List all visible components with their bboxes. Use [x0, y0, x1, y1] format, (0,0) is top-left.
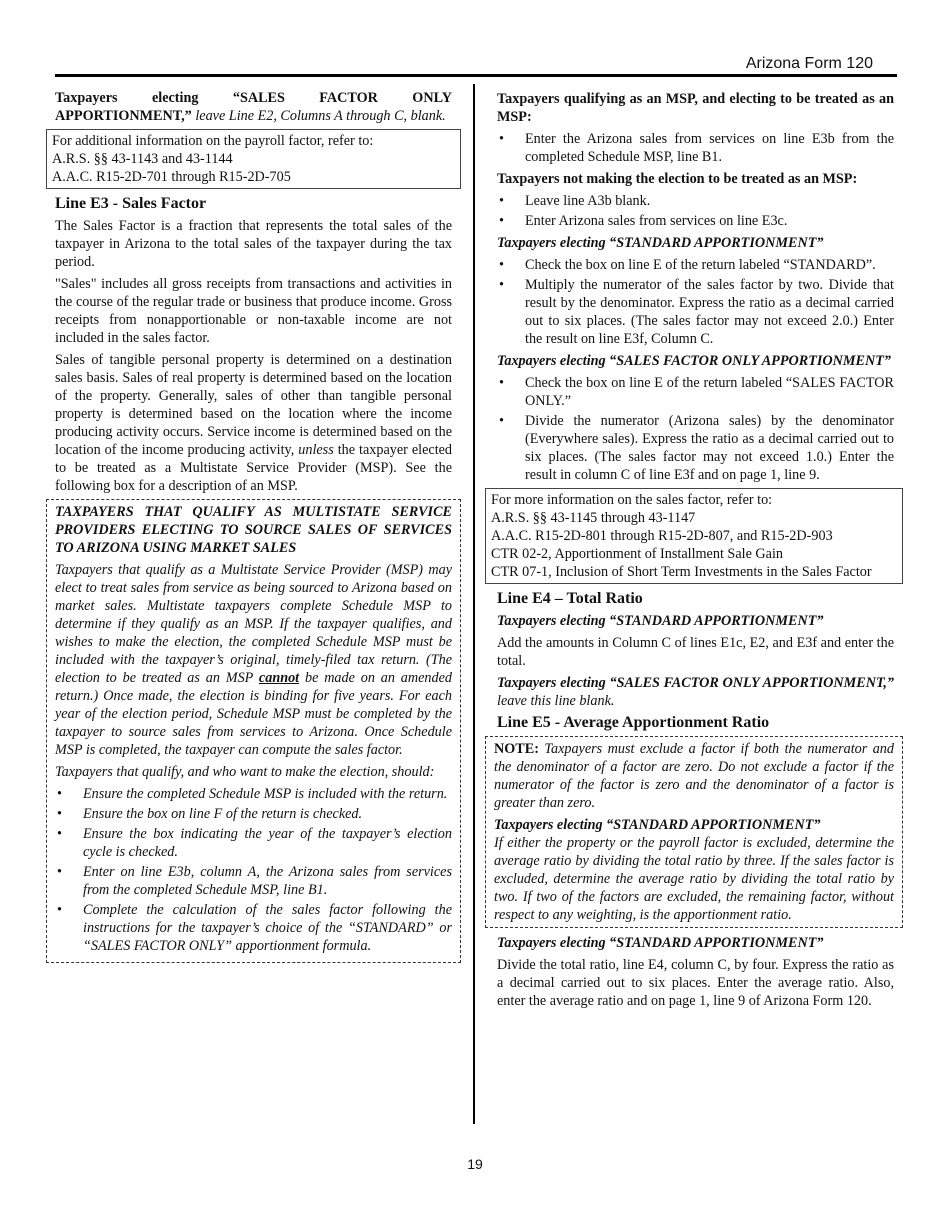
std-heading: Taxpayers electing “STANDARD APPORTIONMENT”	[497, 235, 824, 251]
header-rule	[55, 74, 897, 77]
msp-heading: Taxpayers qualifying as an MSP, and electing to be treated as an MSP:	[497, 91, 894, 125]
e3-heading: Line E3 - Sales Factor	[55, 195, 207, 212]
msp-should: Taxpayers that qualify, and who want to make the election, should:	[55, 764, 435, 780]
sales-ref-line: A.A.C. R15-2D-801 through R15-2D-807, and R15-2D-903	[491, 528, 833, 544]
msp-list	[497, 130, 894, 166]
e4-sfo-italic: leave this line blank.	[497, 693, 615, 709]
sfo-intro-bold: Taxpayers electing “SALES FACTOR ONLY APPORTIONMENT,”	[55, 90, 452, 124]
left-column	[52, 89, 453, 969]
not-msp-heading: Taxpayers not making the election to be treated as an MSP:	[497, 171, 858, 187]
e3-paragraph: "Sales" includes all gross receipts from transactions and activities in the course of the regular trade or business that produce income. Gross receipts from nonapportionable or non-taxable income are not included in the sales factor.	[55, 276, 452, 346]
e3-p3-unless: unless	[298, 442, 334, 458]
e4-heading: Line E4 – Total Ratio	[497, 590, 643, 607]
note-text: Taxpayers must exclude a factor if both the numerator and the denominator of a factor are zero. Do not exclude a factor if the numerator of the factor is zero and the denominator of a factor is greater than zero.	[494, 741, 894, 811]
note-std-heading: Taxpayers electing “STANDARD APPORTIONMENT”	[494, 817, 821, 833]
list-item: • Complete the calculation of the sales factor following the instructions for the taxpayer’s choice of the “STANDARD” or “SALES FACTOR ONLY” apportionment formula.	[55, 901, 452, 955]
payroll-ref-line: For additional information on the payroll factor, refer to:	[52, 133, 374, 149]
note-paragraph	[494, 740, 894, 812]
list-item: • Ensure the completed Schedule MSP is included with the return.	[55, 785, 452, 803]
list-item: • Check the box on line E of the return labeled “SALES FACTOR ONLY.”	[497, 374, 894, 410]
e4-sfo-bold: Taxpayers electing “SALES FACTOR ONLY APPORTIONMENT,”	[497, 675, 894, 691]
sales-ref-line: For more information on the sales factor, refer to:	[491, 492, 773, 508]
e5-heading: Line E5 - Average Apportionment Ratio	[497, 714, 770, 731]
payroll-ref-line: A.A.C. R15-2D-701 through R15-2D-705	[52, 169, 291, 185]
sales-reference-box	[485, 488, 903, 584]
e5-std-heading: Taxpayers electing “STANDARD APPORTIONMENT”	[497, 935, 824, 951]
list-item: • Divide the numerator (Arizona sales) by the denominator (Everywhere sales). Express the ratio as a decimal carried out to six places. (The sales factor may not exceed 1.0.) Enter the result in column C of line E3f and on page 1, line 9.	[497, 412, 894, 484]
right-column	[491, 90, 894, 1014]
sfo-intro	[55, 89, 452, 125]
msp-box-body	[55, 561, 452, 759]
list-item: • Multiply the numerator of the sales factor by two. Divide that result by the denominator. Express the ratio as a decimal carried out to six places. (The sales factor may not exceed 2.0.) Enter the result on line E3f, Column C.	[497, 276, 894, 348]
sales-ref-line: CTR 02-2, Apportionment of Installment Sale Gain	[491, 546, 783, 562]
form-title: Arizona Form 120	[745, 55, 873, 72]
payroll-reference-box	[46, 129, 461, 189]
column-divider	[473, 84, 475, 1124]
list-item: • Enter the Arizona sales from services on line E3b from the completed Schedule MSP, line B1.	[497, 130, 894, 166]
msp-cannot: cannot	[258, 670, 300, 686]
e3-paragraph	[55, 351, 452, 495]
msp-body-text: Taxpayers that qualify as a Multistate Service Provider (MSP) may elect to treat sales from service as being sourced to Arizona based on market sales. Multistate taxpayers complete Schedule MSP to determine if they qualify as an MSP. If the taxpayer qualifies, and wishes to make the election, the completed Schedule MSP must be included with the taxpayer’s original, timely-filed tax return. (The election to be treated as an MSP	[55, 562, 452, 686]
note-std-text: If either the property or the payroll factor is excluded, determine the average ratio by dividing the total ratio by three. If the sales factor is excluded, determine the average ratio by dividing the total ratio by two. If two of the factors are excluded, the remaining factor, without respect to any weighting, is the apportionment ratio.	[494, 835, 894, 923]
list-item: • Leave line A3b blank.	[497, 192, 894, 210]
note-box	[485, 736, 903, 928]
msp-box	[46, 499, 461, 963]
e4-std-heading: Taxpayers electing “STANDARD APPORTIONMENT”	[497, 613, 824, 629]
payroll-ref-line: A.R.S. §§ 43-1143 and 43-1144	[52, 151, 233, 167]
sales-ref-line: CTR 07-1, Inclusion of Short Term Investments in the Sales Factor	[491, 564, 872, 580]
sfo-list	[497, 374, 894, 484]
list-item: • Enter Arizona sales from services on line E3c.	[497, 212, 894, 230]
sfo-heading: Taxpayers electing “SALES FACTOR ONLY APPORTIONMENT”	[497, 353, 891, 369]
std-list	[497, 256, 894, 348]
sales-ref-line: A.R.S. §§ 43-1145 through 43-1147	[491, 510, 696, 526]
e3-p3-text: the taxpayer elected to be treated as a Multistate Service Provider (MSP). See the following box for a description of an MSP.	[55, 442, 453, 494]
sfo-intro-italic: leave Line E2, Columns A through C, blank.	[195, 108, 446, 124]
page-number: 19	[467, 1156, 483, 1172]
e5-std-text: Divide the total ratio, line E4, column C, by four. Express the ratio as a decimal carried out to six places. Enter the average ratio. Also, enter the average ratio and on page 1, line 9 of Arizona Form 120.	[497, 957, 894, 1009]
e4-sfo	[497, 674, 894, 710]
list-item: • Check the box on line E of the return labeled “STANDARD”.	[497, 256, 894, 274]
not-msp-list	[497, 192, 894, 230]
msp-body-text: be made on an amended return.) Once made, the election is binding for five years. For each year of the election period, Schedule MSP must be completed by the taxpayer to source sales from services to Arizona. Once Schedule MSP is completed, the taxpayer can compute the sales factor.	[55, 670, 452, 758]
e3-p3-text: Sales of tangible personal property is determined on a destination sales basis. Sales of real property is determined based on the location of the property. Generally, sales of other than tangible personal property is determined based on the location where the income producing activity occurs. Service income is determined based on the location of the income producing activity,	[55, 352, 452, 458]
list-item: • Ensure the box on line F of the return is checked.	[55, 805, 452, 823]
e4-std-text: Add the amounts in Column C of lines E1c, E2, and E3f and enter the total.	[497, 635, 894, 669]
msp-box-title: TAXPAYERS THAT QUALIFY AS MULTISTATE SERVICE PROVIDERS ELECTING TO SOURCE SALES OF SERVICES TO ARIZONA USING MARKET SALES	[55, 504, 452, 556]
note-label: NOTE:	[494, 741, 539, 757]
list-item: • Enter on line E3b, column A, the Arizona sales from services from the completed Schedule MSP, line B1.	[55, 863, 452, 899]
msp-bullets	[55, 785, 452, 955]
e3-paragraph: The Sales Factor is a fraction that represents the total sales of the taxpayer in Arizona to the total sales of the taxpayer during the tax period.	[55, 218, 452, 270]
list-item: • Ensure the box indicating the year of the taxpayer’s election cycle is checked.	[55, 825, 452, 861]
